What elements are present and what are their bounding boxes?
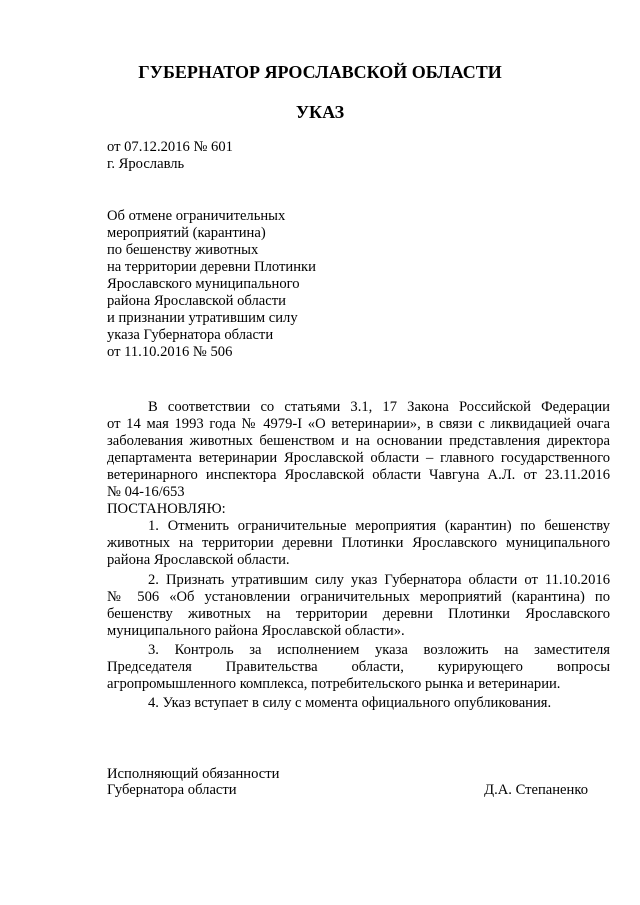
preamble-line: департамента ветеринарии Ярославской области – главного государственного (107, 450, 610, 466)
item-line: района Ярославской области. (107, 552, 290, 568)
title-line: Об отмене ограничительных (107, 208, 286, 224)
item-line: животных на территории деревни Плотинки Ярославского муниципального (107, 535, 610, 551)
item-line: 2. Признать утратившим силу указ Губернатора области от 11.10.2016 (148, 572, 610, 588)
item-line: бешенству животных на территории деревни Плотинки Ярославского (107, 606, 610, 622)
title-line: по бешенству животных (107, 242, 259, 258)
item-line: 3. Контроль за исполнением указа возложить на заместителя (148, 642, 610, 658)
item-line: № 506 «Об установлении ограничительных мероприятий (карантина) по (107, 589, 610, 605)
item-line: Председателя Правительства области, курирующего вопросы (107, 659, 610, 675)
title-line: и признании утратившим силу (107, 310, 298, 326)
title-line: района Ярославской области (107, 293, 286, 309)
preamble-line: № 04-16/653 (107, 484, 185, 500)
title-line: Ярославского муниципального (107, 276, 300, 292)
item-line: муниципального района Ярославской области». (107, 623, 405, 639)
title-line: мероприятий (карантина) (107, 225, 266, 241)
item-line: 1. Отменить ограничительные мероприятия (карантин) по бешенству (148, 518, 610, 534)
title-line: на территории деревни Плотинки (107, 259, 316, 275)
item-line: агропромышленного комплекса, потребительского рынка и ветеринарии. (107, 676, 561, 692)
place: г. Ярославль (107, 156, 185, 172)
authority-heading: ГУБЕРНАТОР ЯРОСЛАВСКОЙ ОБЛАСТИ (138, 62, 502, 82)
title-line: указа Губернатора области (107, 327, 274, 343)
signatory-position-line2: Губернатора области (107, 782, 237, 798)
preamble-line: ветеринарного инспектора Ярославской области Чавгуна А.Л. от 23.11.2016 (107, 467, 610, 483)
decree-word: ПОСТАНОВЛЯЮ: (107, 501, 226, 517)
title-line: от 11.10.2016 № 506 (107, 344, 233, 360)
preamble-line: заболевания животных бешенством и на основании представления директора (107, 433, 610, 449)
date-number: от 07.12.2016 № 601 (107, 139, 233, 155)
signatory-name: Д.А. Степаненко (484, 782, 588, 798)
preamble-line: В соответствии со статьями 3.1, 17 Закона Российской Федерации (148, 399, 610, 415)
item-line: 4. Указ вступает в силу с момента официального опубликования. (148, 695, 552, 711)
document-type-heading: УКАЗ (295, 102, 345, 122)
preamble-line: от 14 мая 1993 года № 4979-I «О ветеринарии», в связи с ликвидацией очага (107, 416, 610, 432)
signatory-position-line1: Исполняющий обязанности (107, 766, 280, 782)
